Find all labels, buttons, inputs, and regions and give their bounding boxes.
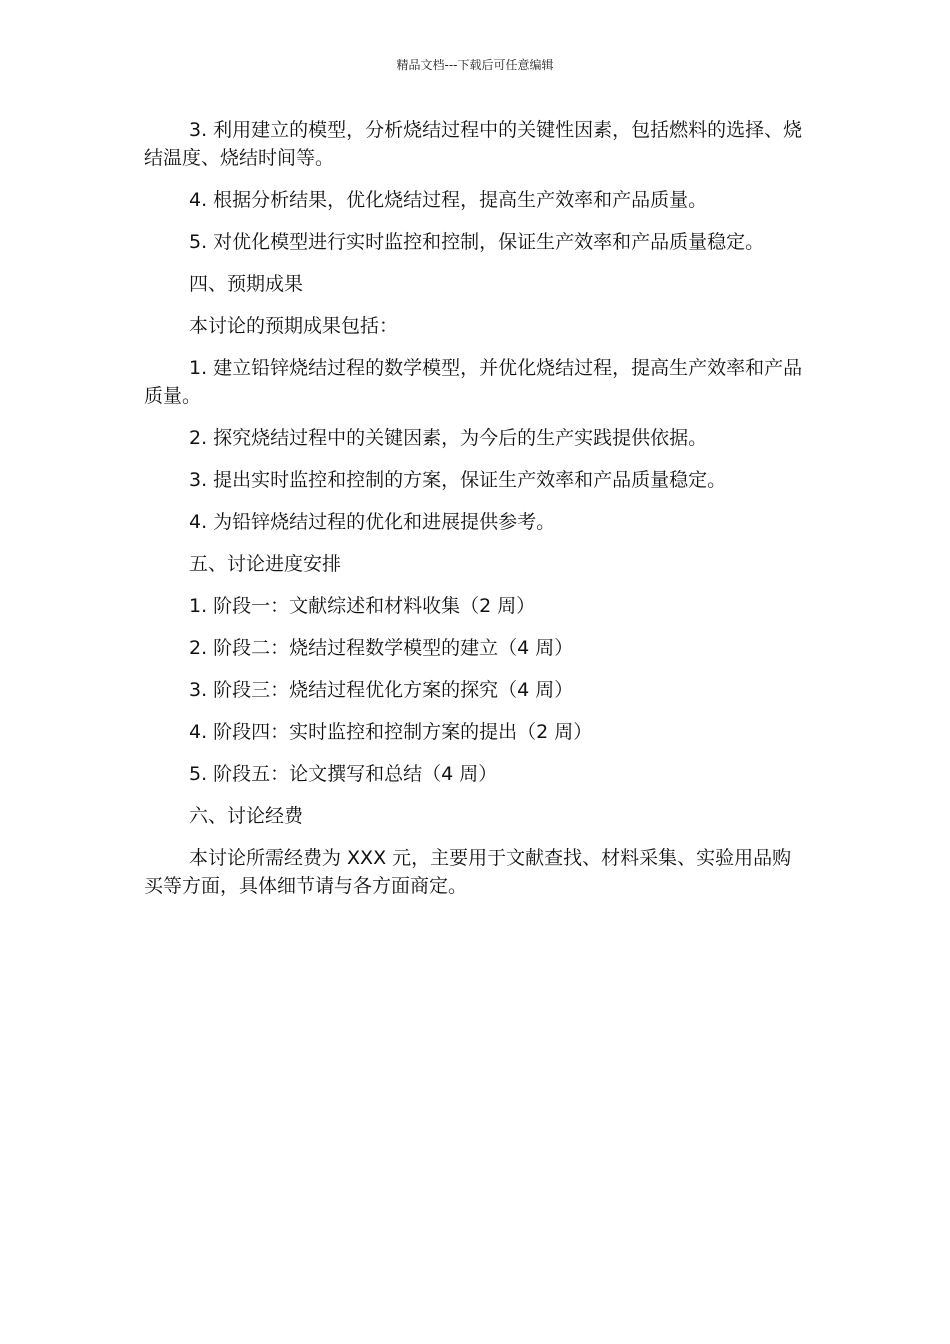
document-body bbox=[144, 116, 810, 914]
paragraph-stage-2: 2. 阶段二：烧结过程数学模型的建立（4 周） bbox=[189, 637, 574, 659]
paragraph-stage-5: 5. 阶段五：论文撰写和总结（4 周） bbox=[189, 763, 498, 785]
page-header: 精品文档---下载后可任意编辑 bbox=[396, 58, 554, 72]
paragraph-stage-1: 1. 阶段一：文献综述和材料收集（2 周） bbox=[189, 595, 536, 617]
paragraph-stage-3: 3. 阶段三：烧结过程优化方案的探究（4 周） bbox=[189, 679, 574, 701]
paragraph-result-2: 2. 探究烧结过程中的关键因素，为今后的生产实践提供依据。 bbox=[189, 427, 708, 449]
paragraph-step-5-monitor: 5. 对优化模型进行实时监控和控制，保证生产效率和产品质量稳定。 bbox=[189, 231, 765, 253]
section-heading-schedule: 五、讨论进度安排 bbox=[189, 553, 342, 575]
section-heading-budget: 六、讨论经费 bbox=[189, 805, 304, 827]
paragraph-stage-4: 4. 阶段四：实时监控和控制方案的提出（2 周） bbox=[189, 721, 593, 743]
paragraph-results-intro: 本讨论的预期成果包括： bbox=[189, 315, 399, 337]
section-heading-expected-results: 四、预期成果 bbox=[189, 273, 304, 295]
paragraph-step-3-analysis: 3. 利用建立的模型，分析烧结过程中的关键性因素，包括燃料的选择、烧结温度、烧结时间等。 bbox=[144, 119, 803, 169]
paragraph-result-4: 4. 为铅锌烧结过程的优化和进展提供参考。 bbox=[189, 511, 556, 533]
paragraph-result-3: 3. 提出实时监控和控制的方案，保证生产效率和产品质量稳定。 bbox=[189, 469, 727, 491]
paragraph-step-4-optimize: 4. 根据分析结果，优化烧结过程，提高生产效率和产品质量。 bbox=[189, 189, 708, 211]
paragraph-budget: 本讨论所需经费为 XXX 元，主要用于文献查找、材料采集、实验用品购买等方面，具体细节请与各方面商定。 bbox=[144, 847, 792, 897]
paragraph-result-1: 1. 建立铅锌烧结过程的数学模型，并优化烧结过程，提高生产效率和产品质量。 bbox=[144, 357, 803, 407]
